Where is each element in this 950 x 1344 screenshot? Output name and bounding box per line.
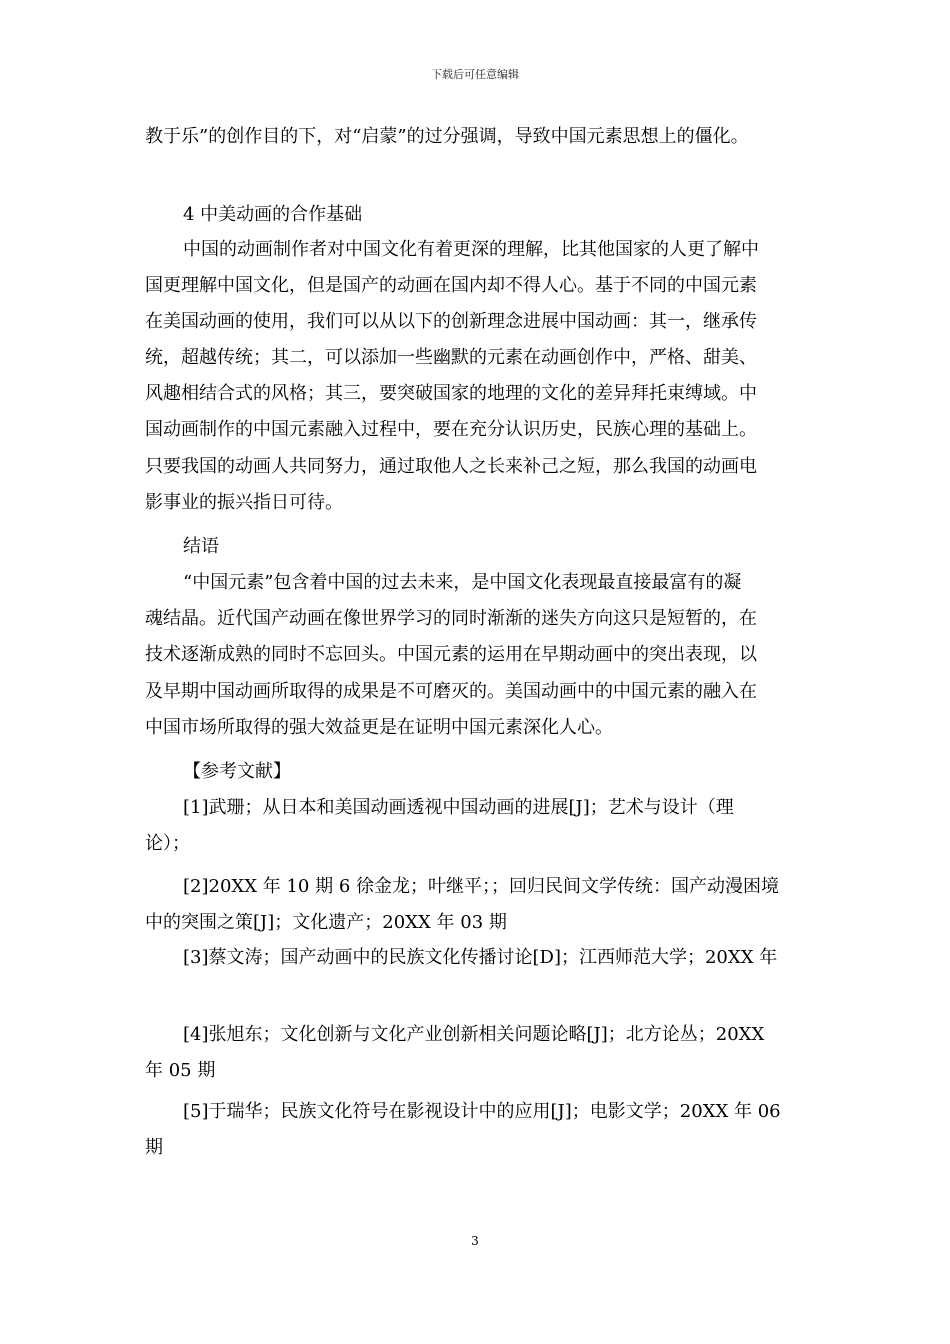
text-line: 及早期中国动画所取得的成果是不可磨灭的。美国动画中的中国元素的融入在 — [145, 681, 757, 702]
text-line: 教于乐”的创作目的下，对“启蒙”的过分强调，导致中国元素思想上的僵化。 — [145, 126, 749, 147]
reference-line: [5]于瑞华；民族文化符号在影视设计中的应用[J]；电影文学；20XX 年 06 — [183, 1101, 781, 1122]
text-line: 魂结晶。近代国产动画在像世界学习的同时渐渐的迷失方向这只是短暂的，在 — [145, 608, 757, 629]
section-heading: 4 中美动画的合作基础 — [183, 204, 363, 225]
reference-line: 论）； — [145, 833, 190, 854]
text-line: 在美国动画的使用，我们可以从以下的创新理念进展中国动画：其一，继承传 — [145, 311, 757, 332]
reference-line: [2]20XX 年 10 期 6 徐金龙；叶继平；；回归民间文学传统：国产动漫困境 — [183, 876, 779, 897]
text-line: 国更理解中国文化，但是国产的动画在国内却不得人心。基于不同的中国元素 — [145, 275, 757, 296]
reference-line: [3]蔡文涛；国产动画中的民族文化传播讨论[D]；江西师范大学；20XX 年 — [183, 947, 778, 968]
text-line: 统，超越传统；其二，可以添加一些幽默的元素在动画创作中，严格、甜美、 — [145, 347, 757, 368]
text-line: 影事业的振兴指日可待。 — [145, 492, 343, 513]
text-line: 国动画制作的中国元素融入过程中，要在充分认识历史，民族心理的基础上。 — [145, 419, 757, 440]
text-line: 技术逐渐成熟的同时不忘回头。中国元素的运用在早期动画中的突出表现，以 — [145, 644, 757, 665]
reference-line: 中的突围之策[J]；文化遗产；20XX 年 03 期 — [145, 912, 507, 933]
text-line: 只要我国的动画人共同努力，通过取他人之长来补己之短，那么我国的动画电 — [145, 456, 757, 477]
text-line: 风趣相结合式的风格；其三，要突破国家的地理的文化的差异拜托束缚域。中 — [145, 383, 757, 404]
text-line: 中国市场所取得的强大效益更是在证明中国元素深化人心。 — [145, 717, 613, 738]
page-number: 3 — [471, 1234, 479, 1248]
text-line: “中国元素”包含着中国的过去未来，是中国文化表现最直接最富有的凝 — [183, 572, 742, 593]
reference-line: [4]张旭东；文化创新与文化产业创新相关问题论略[J]；北方论丛；20XX — [183, 1024, 765, 1045]
section-heading: 结语 — [183, 536, 219, 557]
reference-line: 年 05 期 — [145, 1060, 216, 1081]
reference-line: 期 — [145, 1137, 163, 1158]
reference-line: [1]武珊；从日本和美国动画透视中国动画的进展[J]；艺术与设计（理 — [183, 797, 734, 818]
text-line: 中国的动画制作者对中国文化有着更深的理解，比其他国家的人更了解中 — [183, 239, 759, 260]
references-heading: 【参考文献】 — [183, 761, 291, 782]
page-header: 下载后可任意编辑 — [431, 68, 519, 81]
